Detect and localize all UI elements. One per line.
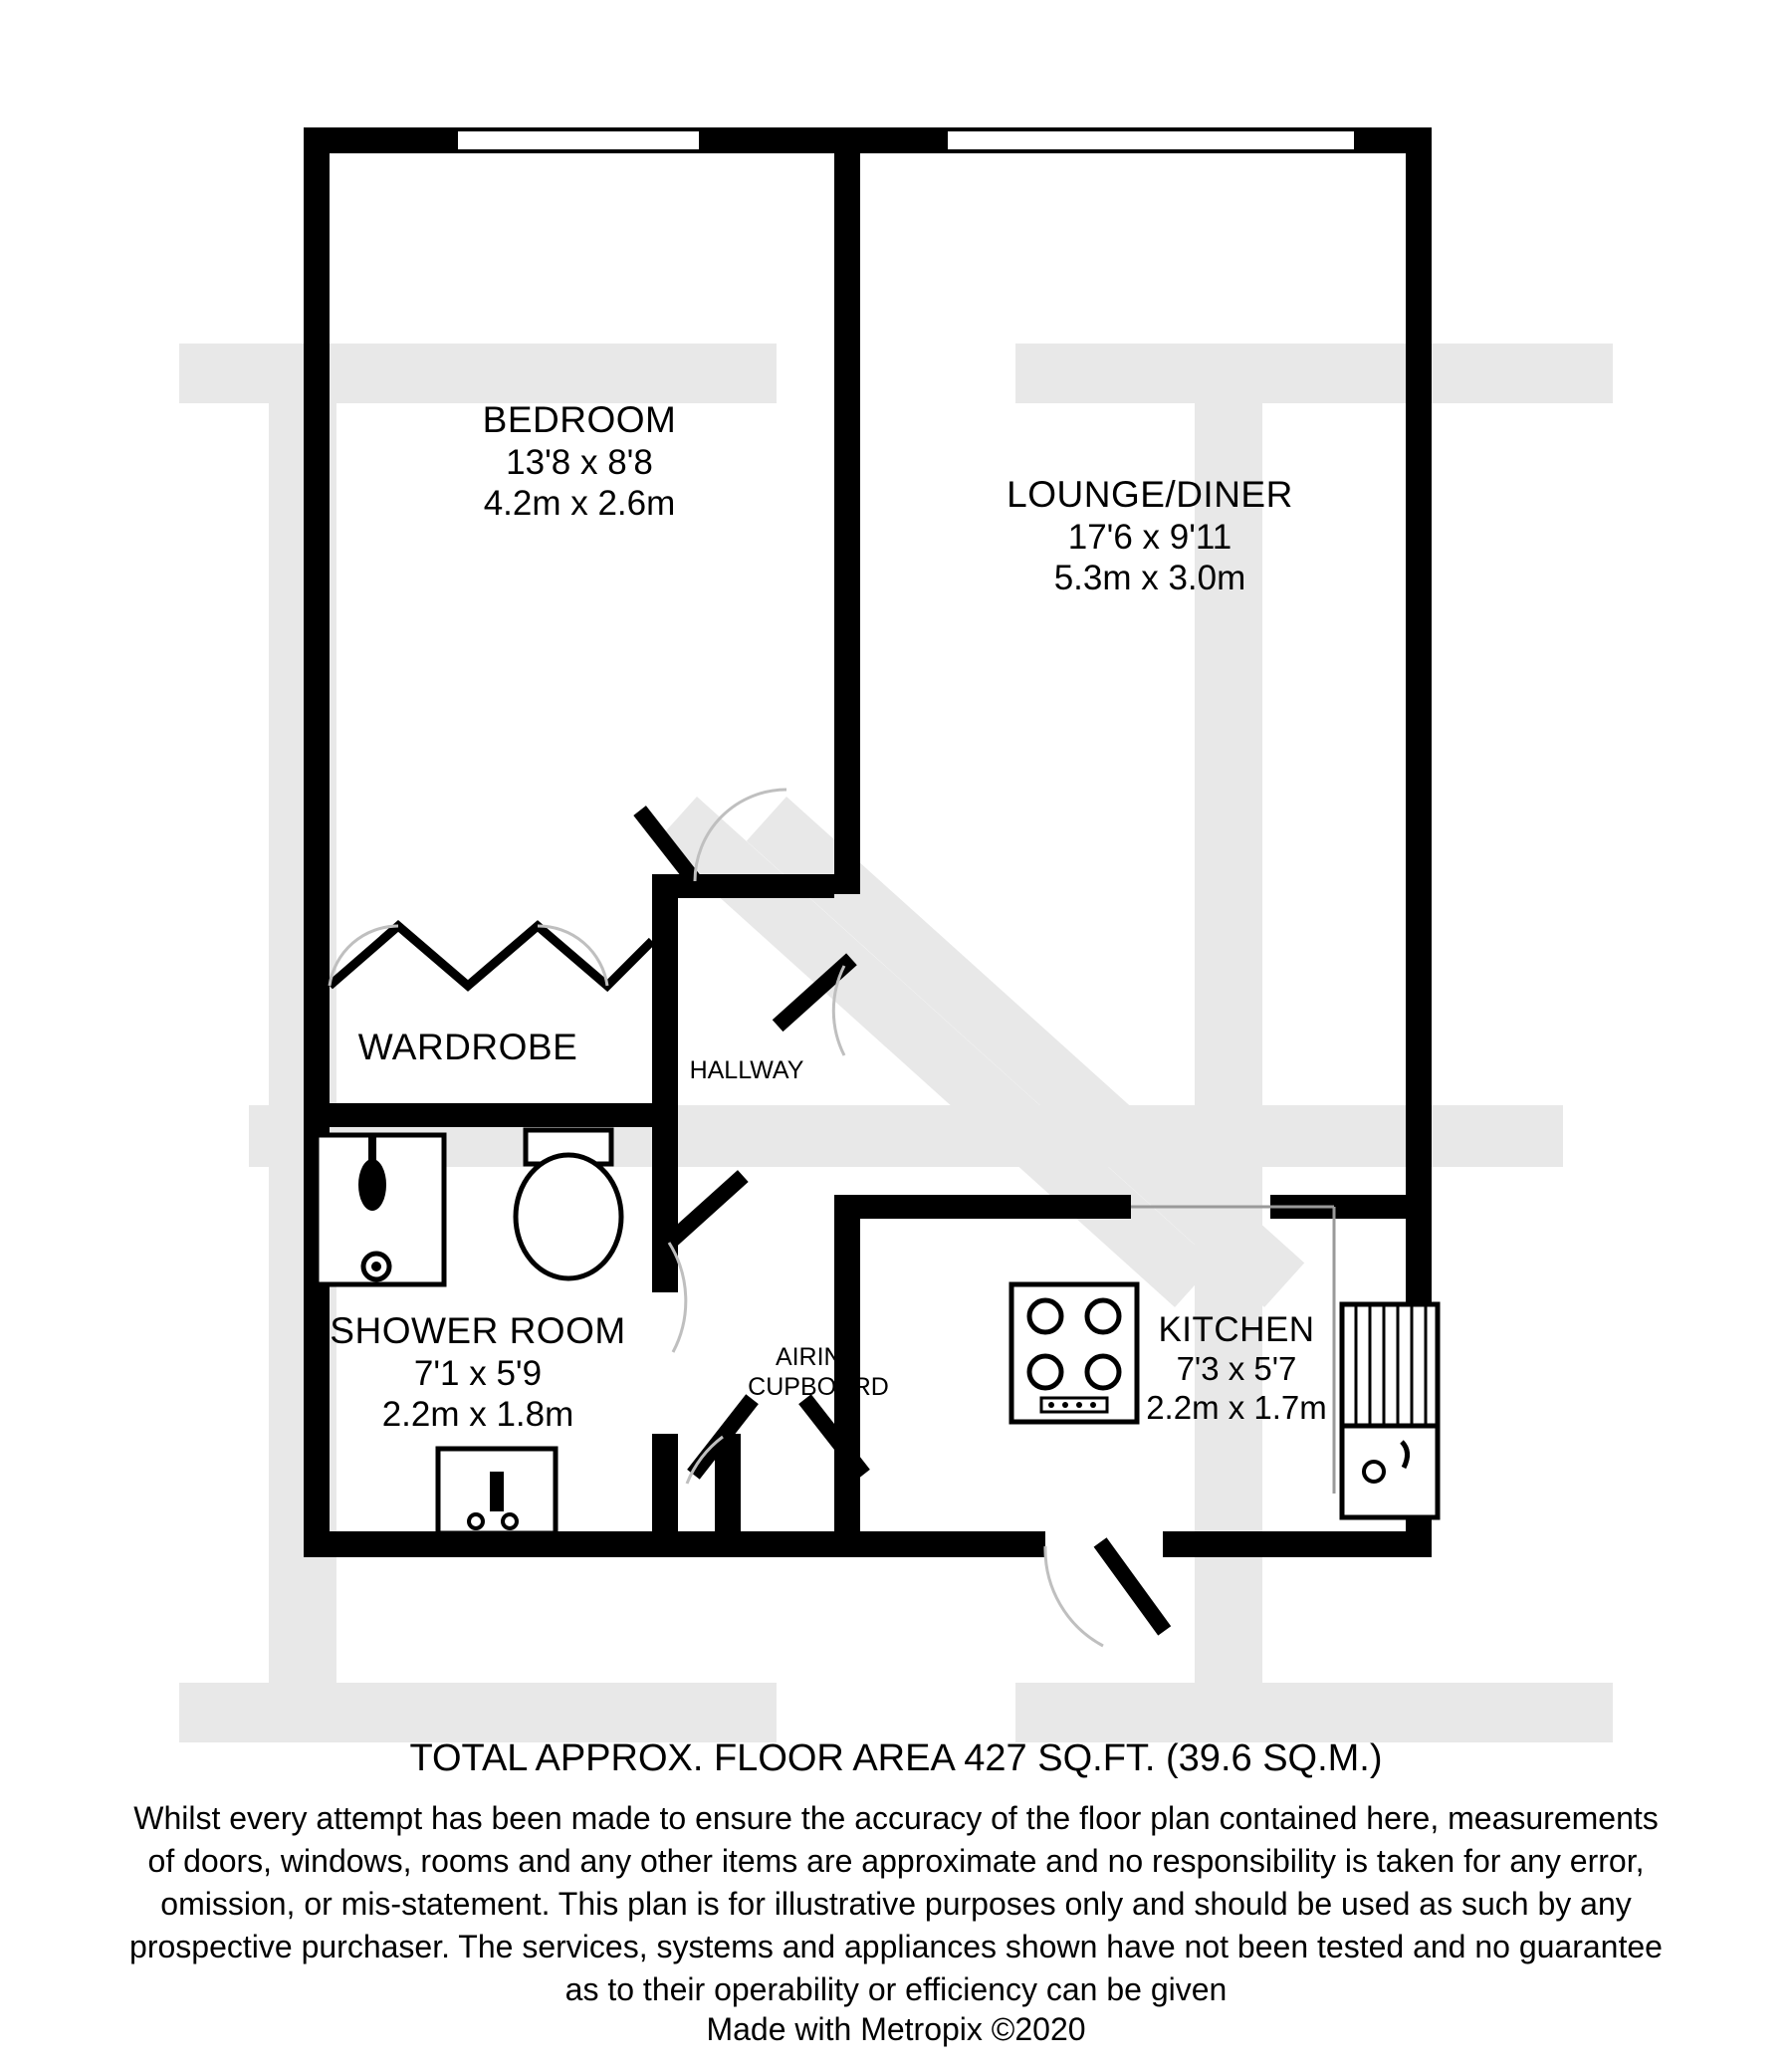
room-label-airing-cupboard bbox=[739, 1342, 898, 1402]
disclaimer-line-3: omission, or mis-statement. This plan is for illustrative purposes only and should be used as such by any bbox=[160, 1885, 1632, 1922]
room-dims-metric: 4.2m x 2.6m bbox=[483, 483, 676, 523]
cooker-knob bbox=[1076, 1402, 1082, 1408]
room-name: WARDROBE bbox=[357, 1027, 578, 1067]
room-label-shower bbox=[279, 1309, 677, 1435]
disclaimer bbox=[0, 1797, 1792, 2010]
room-name: KITCHEN bbox=[1158, 1310, 1315, 1349]
room-name: SHOWER ROOM bbox=[330, 1310, 626, 1351]
disclaimer-line-2: of doors, windows, rooms and any other items are approximate and no responsibility is taken for any error, bbox=[147, 1842, 1645, 1879]
total-floor-area: TOTAL APPROX. FLOOR AREA 427 SQ.FT. (39.6 SQ.M.) bbox=[409, 1737, 1383, 1779]
shower-tray bbox=[317, 1135, 444, 1284]
made-with-credit: Made with Metropix ©2020 bbox=[706, 2011, 1086, 2047]
room-dims-imperial: 13'8 x 8'8 bbox=[506, 442, 653, 482]
kitchen-door-leaf bbox=[1094, 1537, 1172, 1635]
shower-head bbox=[358, 1159, 386, 1211]
wardrobe-doors-zigzag bbox=[330, 926, 652, 986]
kitchen-door-swing-arc bbox=[1045, 1546, 1103, 1646]
room-dims-imperial: 7'3 x 5'7 bbox=[1176, 1350, 1297, 1388]
room-dims-imperial: 17'6 x 9'11 bbox=[1067, 517, 1232, 557]
shower-drain-center bbox=[371, 1262, 381, 1271]
room-dims-metric: 5.3m x 3.0m bbox=[1053, 558, 1246, 597]
bedroom-door-leaf bbox=[633, 806, 701, 886]
disclaimer-line-5: as to their operability or efficiency can be given bbox=[564, 1970, 1228, 2007]
cooker-knob bbox=[1062, 1402, 1068, 1408]
room-dims-metric: 2.2m x 1.8m bbox=[381, 1394, 574, 1434]
room-name: BEDROOM bbox=[482, 399, 677, 440]
cooker-knob bbox=[1048, 1402, 1054, 1408]
airing-door-leaf-right bbox=[798, 1394, 870, 1479]
sink-bowl bbox=[1342, 1426, 1438, 1517]
disclaimer-line-1: Whilst every attempt has been made to ensure the accuracy of the floor plan contained here, measurements bbox=[133, 1800, 1659, 1836]
bedroom-door-swing-arc bbox=[695, 790, 786, 881]
room-name-line1: AIRING bbox=[775, 1343, 862, 1371]
room-label-wardrobe bbox=[279, 1026, 657, 1069]
room-dims-metric: 2.2m x 1.7m bbox=[1146, 1389, 1327, 1427]
room-name-line2: CUPBOARD bbox=[748, 1373, 889, 1401]
room-name: LOUNGE/DINER bbox=[1007, 474, 1293, 515]
room-name: HALLWAY bbox=[689, 1056, 804, 1084]
room-label-bedroom bbox=[331, 398, 828, 524]
disclaimer-line-4: prospective purchaser. The services, systems and appliances shown have not been tested and no guarantee bbox=[129, 1928, 1663, 1964]
room-label-hallway bbox=[657, 1055, 836, 1085]
toilet-bowl bbox=[516, 1155, 621, 1278]
room-label-lounge bbox=[866, 473, 1434, 598]
room-label-kitchen bbox=[1087, 1309, 1386, 1428]
lounge-door-leaf bbox=[773, 953, 857, 1032]
room-dims-imperial: 7'1 x 5'9 bbox=[413, 1353, 543, 1393]
shower-door-leaf bbox=[664, 1170, 749, 1249]
basin-tap bbox=[490, 1472, 504, 1511]
